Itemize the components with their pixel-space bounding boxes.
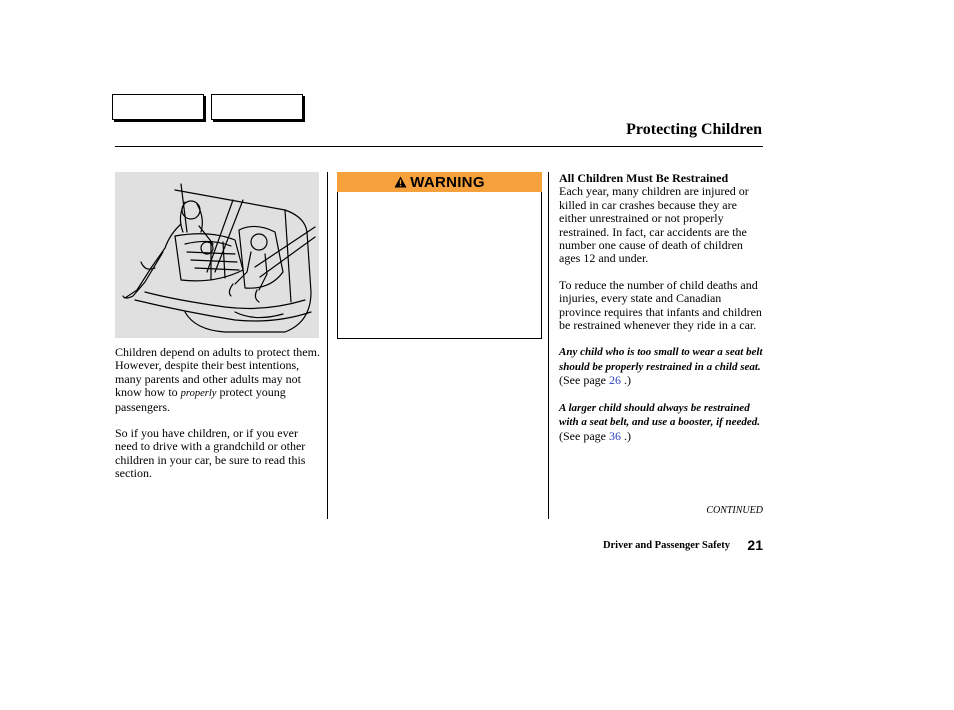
page-link-36[interactable]: 36 (608, 428, 621, 443)
warning-box (337, 192, 542, 339)
page-number: 21 (747, 537, 763, 553)
intro-paragraph-1: Children depend on adults to protect them. However, despite their best intentions, many parents and other adults may not know how to properly protect young passengers. (115, 345, 320, 414)
intro-paragraph-2: So if you have children, or if you ever need to drive with a grandchild or other children in your car, be sure to read this section. (115, 426, 306, 481)
title-rule (115, 146, 763, 147)
warning-header (337, 172, 542, 192)
section-subheading: All Children Must Be Restrained (559, 171, 729, 185)
restraint-paragraph-4: A larger child should always be restrained with a seat belt, and use a booster, if needed. (See page 36 .) (559, 401, 761, 443)
column-divider (548, 172, 549, 519)
child-seat-illustration (115, 172, 319, 338)
restraint-paragraph-1: Each year, many children are injured or killed in car crashes because they are either unrestrained or not properly restrained. In fact, car accidents are the number one cause of death of children ages 12 and under. (559, 184, 749, 266)
intro-text (115, 346, 321, 494)
nav-button-prev[interactable] (112, 94, 204, 120)
nav-button-next[interactable] (211, 94, 303, 120)
warning-triangle-icon (394, 176, 407, 188)
restraint-paragraph-3: Any child who is too small to wear a seat belt should be properly restrained in a child seat. (See page 26 .) (559, 346, 763, 388)
page-link-26[interactable]: 26 (608, 373, 621, 388)
continued-label: CONTINUED (706, 505, 763, 516)
footer-section-name: Driver and Passenger Safety (602, 540, 730, 551)
emphasis-properly: properly (180, 388, 217, 400)
warning-label: WARNING (410, 173, 485, 191)
column-divider (327, 172, 328, 519)
page-title: Protecting Children (626, 121, 762, 138)
restraint-paragraph-2: To reduce the number of child deaths and injuries, every state and Canadian province requires that infants and children be restrained whenever they ride in a car. (559, 277, 762, 333)
restraint-text (559, 172, 764, 456)
